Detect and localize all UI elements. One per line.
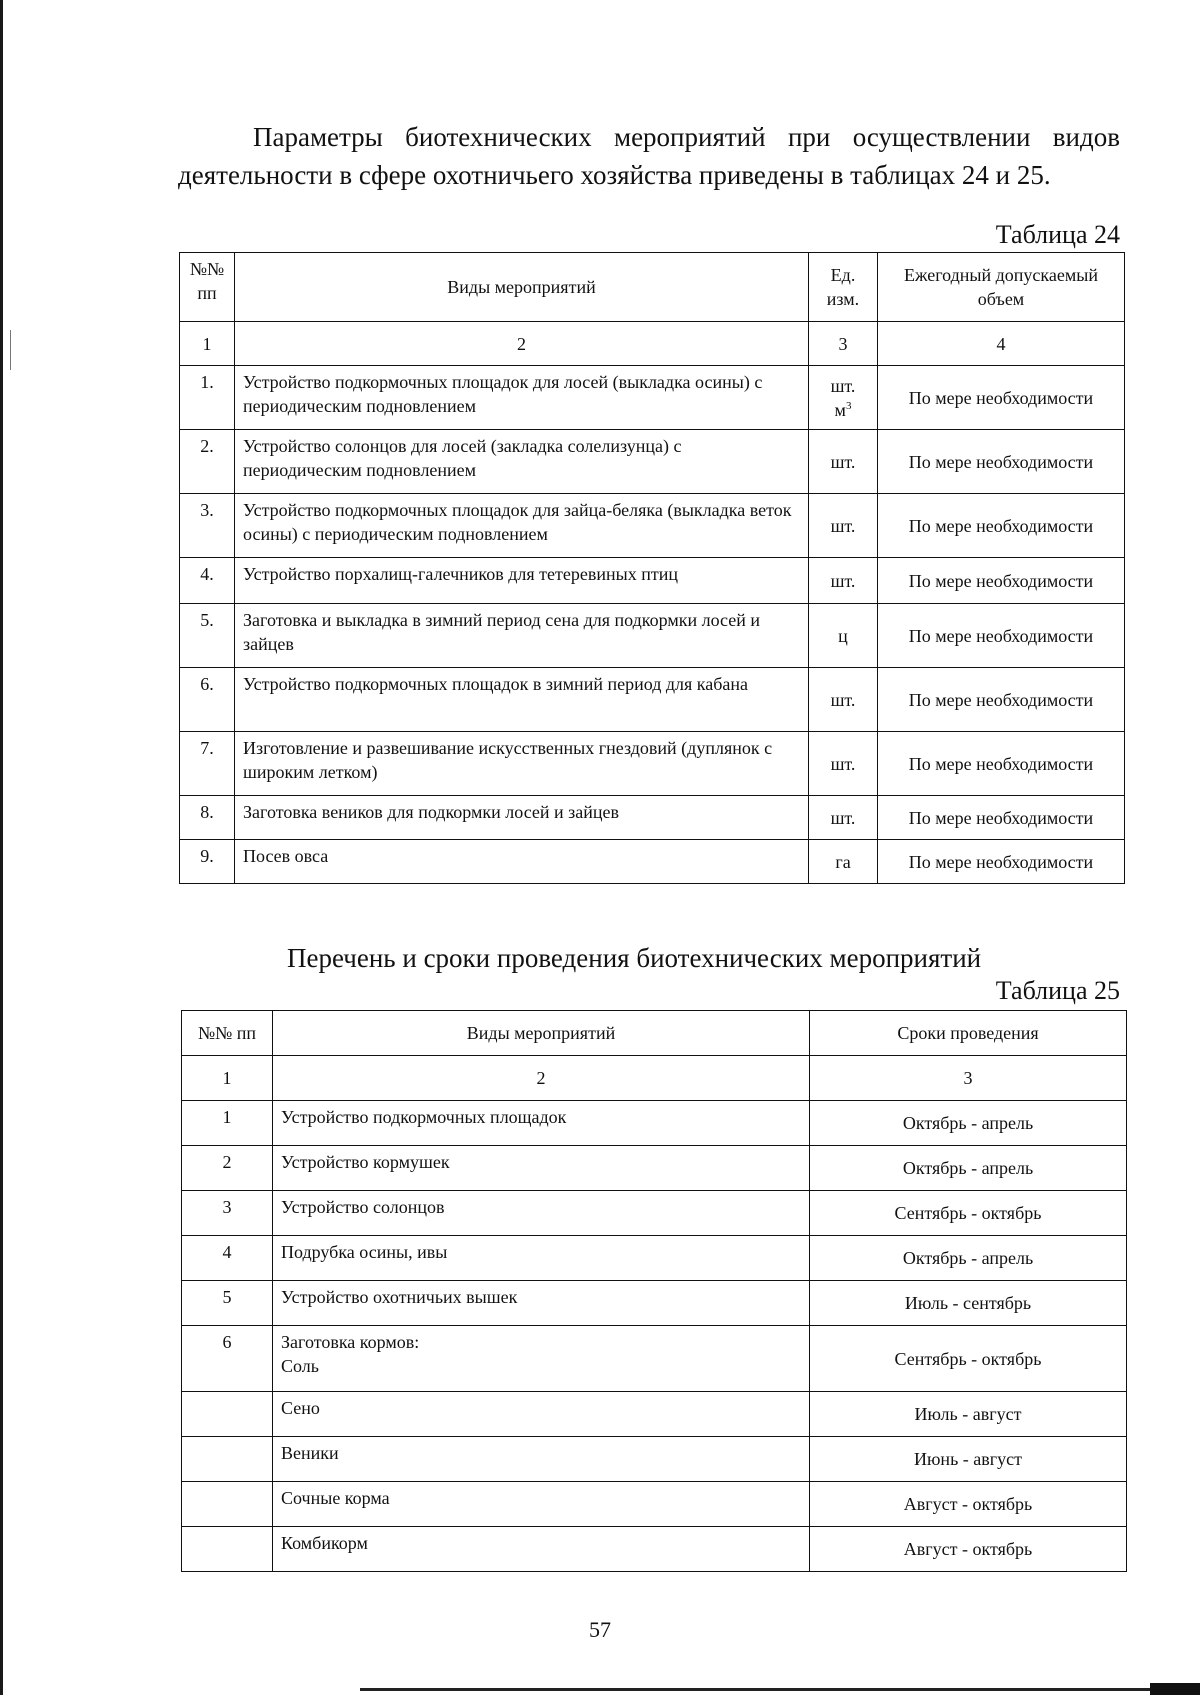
row-number: 8. [180,796,235,840]
table-row [180,668,1125,732]
row-volume: По мере необходимости [878,430,1125,494]
table25-header-num: №№ пп [182,1011,273,1056]
row-period: Август - октябрь [810,1482,1127,1527]
table24-header-num: №№ пп [180,253,235,322]
table25-header-period: Сроки проведения [810,1011,1127,1056]
row-activity: Сено [273,1392,810,1437]
intro-line-1: Параметры биотехнических мероприятий при осуществлении видов [253,122,1120,152]
table-row [180,732,1125,796]
table-row [180,604,1125,668]
row-activity: Изготовление и развешивание искусственных гнездовий (дуплянок с широким летком) [235,732,809,796]
row-volume: По мере необходимости [878,558,1125,604]
table25-colnum: 1 [182,1056,273,1101]
row-unit: шт. [809,558,878,604]
row-activity: Устройство кормушек [273,1146,810,1191]
row-unit: шт. [809,796,878,840]
row-period: Сентябрь - октябрь [810,1191,1127,1236]
row-period: Октябрь - апрель [810,1146,1127,1191]
row-activity: Устройство подкормочных площадок для зайца-беляка (выкладка веток осины) с периодическим подновлением [235,494,809,558]
table24 [179,252,1125,884]
table-row [180,840,1125,884]
table25-colnum-row [182,1056,1127,1101]
row-volume: По мере необходимости [878,604,1125,668]
row-activity: Устройство солонцов [273,1191,810,1236]
row-activity: Посев овса [235,840,809,884]
row-activity: Комбикорм [273,1527,810,1572]
table24-header-volume: Ежегодный допускаемый объем [878,253,1125,322]
table-row [180,430,1125,494]
row-period: Октябрь - апрель [810,1101,1127,1146]
table25 [181,1010,1127,1572]
table25-header-activity: Виды мероприятий [273,1011,810,1056]
table24-colnum: 3 [809,322,878,366]
row-volume: По мере необходимости [878,494,1125,558]
table25-colnum: 2 [273,1056,810,1101]
scan-edge-bottom [360,1688,1200,1691]
row-activity: Сочные корма [273,1482,810,1527]
row-volume: По мере необходимости [878,366,1125,430]
row-unit: шт. [809,494,878,558]
row-period: Октябрь - апрель [810,1236,1127,1281]
table25-title: Перечень и сроки проведения биотехнических мероприятий [287,943,982,973]
row-volume: По мере необходимости [878,840,1125,884]
table-row [182,1326,1127,1392]
row-activity: Заготовка и выкладка в зимний период сена для подкормки лосей и зайцев [235,604,809,668]
row-number: 6 [182,1326,273,1392]
table-row [182,1527,1127,1572]
row-activity [273,1326,810,1392]
row-number: 7. [180,732,235,796]
row-number: 4. [180,558,235,604]
table-row [182,1101,1127,1146]
table24-header-activity: Виды мероприятий [235,253,809,322]
intro-line-2: деятельности в сфере охотничьего хозяйства приведены в таблицах 24 и 25. [178,160,1051,190]
row-number [182,1527,273,1572]
table-row [182,1191,1127,1236]
row-unit-secondary: м [834,399,846,420]
row-period: Сентябрь - октябрь [810,1326,1127,1392]
table24-colnum: 4 [878,322,1125,366]
row-activity: Устройство солонцов для лосей (закладка солелизунца) с периодическим подновлением [235,430,809,494]
table-row [180,494,1125,558]
scan-mark [10,330,11,370]
table25-colnum: 3 [810,1056,1127,1101]
table-row [180,366,1125,430]
row-number: 5 [182,1281,273,1326]
row-activity: Устройство порхалищ-галечников для тетеревиных птиц [235,558,809,604]
row-activity: Устройство подкормочных площадок в зимний период для кабана [235,668,809,732]
row-period: Июль - август [810,1392,1127,1437]
row-period: Июнь - август [810,1437,1127,1482]
table24-colnum: 2 [235,322,809,366]
row-activity: Устройство охотничьих вышек [273,1281,810,1326]
row-number: 4 [182,1236,273,1281]
row-number: 1 [182,1101,273,1146]
row-activity: Веники [273,1437,810,1482]
row-number: 5. [180,604,235,668]
row-activity: Заготовка веников для подкормки лосей и зайцев [235,796,809,840]
table24-colnum: 1 [180,322,235,366]
row-number: 6. [180,668,235,732]
row-activity: Подрубка осины, ивы [273,1236,810,1281]
row-period: Август - октябрь [810,1527,1127,1572]
row-number: 9. [180,840,235,884]
table24-header-unit: Ед. изм. [809,253,878,322]
row-activity-line1: Заготовка кормов: [281,1332,420,1352]
row-volume: По мере необходимости [878,668,1125,732]
row-number [182,1437,273,1482]
table-row [182,1392,1127,1437]
table-row [182,1236,1127,1281]
row-unit [809,366,878,430]
scan-edge-left [0,0,3,1695]
row-number: 2 [182,1146,273,1191]
row-unit: ц [809,604,878,668]
row-period: Июль - сентябрь [810,1281,1127,1326]
row-unit: шт. [809,732,878,796]
row-volume: По мере необходимости [878,796,1125,840]
row-unit: га [809,840,878,884]
row-unit-main: шт. [830,375,856,396]
row-number: 1. [180,366,235,430]
table-row [182,1437,1127,1482]
table-row [182,1281,1127,1326]
row-unit: шт. [809,668,878,732]
table-row [182,1482,1127,1527]
table25-caption: Таблица 25 [995,976,1120,1005]
table24-header-row [180,253,1125,322]
page-number: 57 [589,1617,611,1642]
row-activity: Устройство подкормочных площадок для лосей (выкладка осины) с периодическим подновлением [235,366,809,430]
row-number: 3. [180,494,235,558]
table-row [182,1146,1127,1191]
table-row [180,558,1125,604]
table24-caption: Таблица 24 [995,220,1120,249]
scan-edge-bottom-corner [1150,1683,1200,1695]
row-volume: По мере необходимости [878,732,1125,796]
row-unit: шт. [809,430,878,494]
row-activity: Устройство подкормочных площадок [273,1101,810,1146]
table24-colnum-row [180,322,1125,366]
row-unit-superscript: 3 [845,399,852,412]
table-row [180,796,1125,840]
row-number: 2. [180,430,235,494]
intro-paragraph [178,118,1120,194]
table25-header-row [182,1011,1127,1056]
row-activity-line2: Соль [281,1356,319,1376]
row-number [182,1392,273,1437]
row-number [182,1482,273,1527]
row-number: 3 [182,1191,273,1236]
